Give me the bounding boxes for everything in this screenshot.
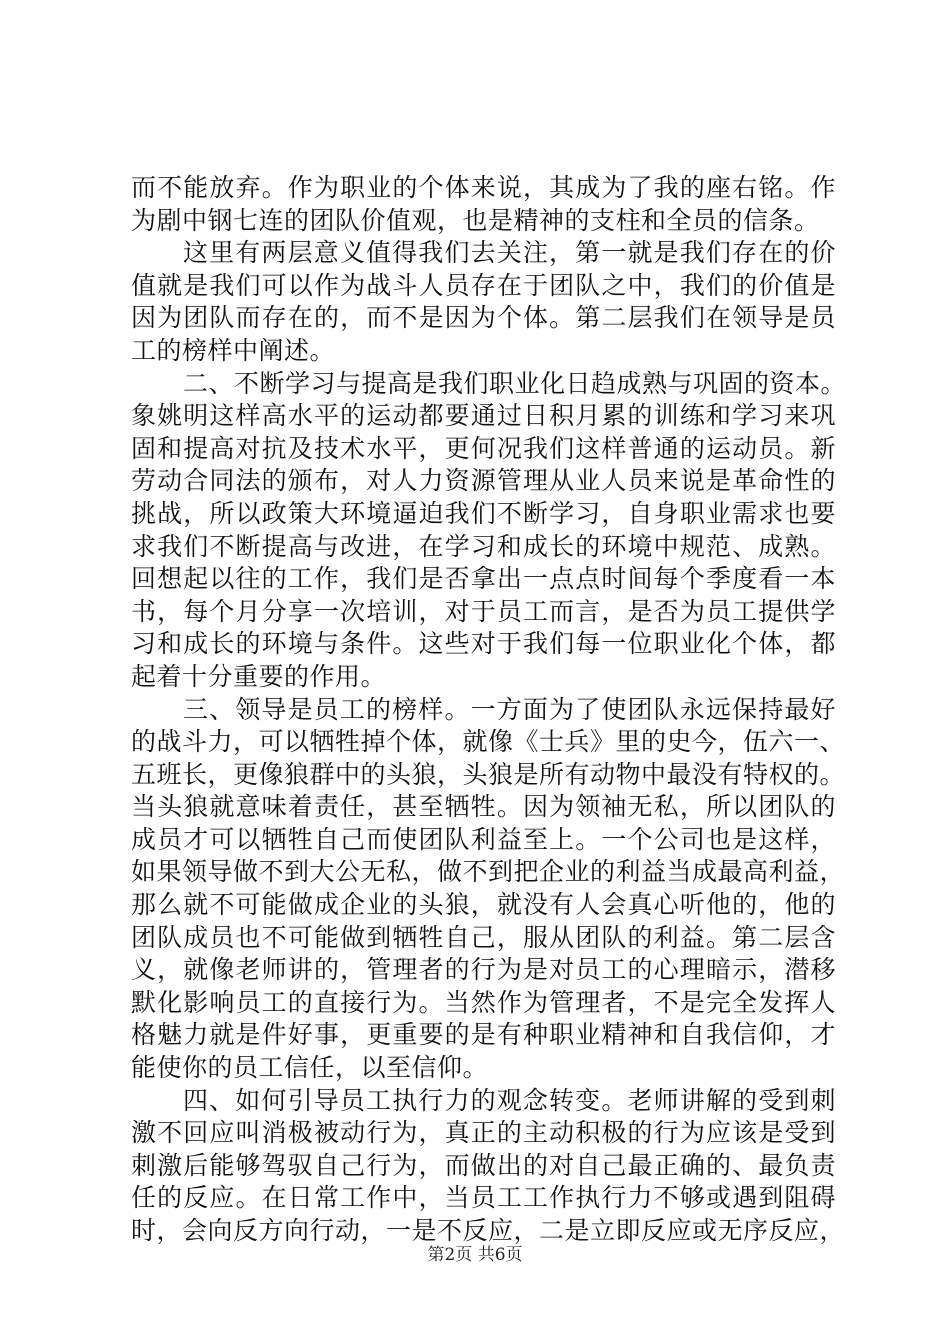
text-line: 的战斗力，可以牺牲掉个体，就像《士兵》里的史今，伍六一、 — [131, 727, 846, 757]
text-line: 那么就不可能做成企业的头狼，就没有人会真心听他的，他的 — [131, 890, 836, 920]
text-line: 劳动合同法的颁布，对人力资源管理从业人员来说是革命性的 — [131, 466, 836, 496]
text-line: 因为团队而存在的，而不是因为个体。第二层我们在领导是员 — [131, 303, 836, 333]
text-line: 值就是我们可以作为战斗人员存在于团队之中，我们的价值是 — [131, 270, 836, 300]
text-line: 求我们不断提高与改进，在学习和成长的环境中规范、成熟。 — [131, 531, 836, 561]
text-line: 团队成员也不可能做到牺牲自己，服从团队的利益。第二层含 — [131, 922, 836, 952]
document-body — [131, 172, 847, 1248]
text-line: 成员才可以牺牲自己而使团队利益至上。一个公司也是这样， — [131, 824, 836, 854]
text-line: 工的榜样中阐述。 — [131, 335, 336, 365]
text-line: 格魅力就是件好事，更重要的是有种职业精神和自我信仰，才 — [131, 1020, 836, 1050]
text-line: 习和成长的环境与条件。这些对于我们每一位职业化个体，都 — [131, 629, 836, 659]
text-line: 任的反应。在日常工作中，当员工工作执行力不够或遇到阻碍 — [131, 1183, 836, 1213]
text-line: 刺激后能够驾驭自己行为，而做出的对自己最正确的、最负责 — [131, 1150, 836, 1180]
text-line: 挑战，所以政策大环境逼迫我们不断学习，自身职业需求也要 — [131, 498, 836, 528]
text-line: 如果领导做不到大公无私，做不到把企业的利益当成最高利益， — [131, 857, 846, 887]
text-line: 时，会向反方向行动，一是不反应，二是立即反应或无序反应， — [131, 1216, 846, 1245]
text-line: 激不回应叫消极被动行为，真正的主动积极的行为应该是受到 — [131, 1118, 836, 1148]
page-footer: 第2页 共6页 — [427, 1245, 523, 1265]
text-line: 四、如何引导员工执行力的观念转变。老师讲解的受到刺 — [183, 1085, 836, 1115]
text-line: 书，每个月分享一次培训，对于员工而言，是否为员工提供学 — [131, 596, 836, 626]
text-line: 回想起以往的工作，我们是否拿出一点点时间每个季度看一本 — [131, 564, 836, 594]
text-line: 当头狼就意味着责任，甚至牺牲。因为领袖无私，所以团队的 — [131, 792, 836, 822]
text-line: 为剧中钢七连的团队价值观，也是精神的支柱和全员的信条。 — [131, 205, 820, 235]
text-line: 三、领导是员工的榜样。一方面为了使团队永远保持最好 — [183, 694, 836, 724]
text-line: 五班长，更像狼群中的头狼，头狼是所有动物中最没有特权的。 — [131, 759, 846, 789]
text-line: 起着十分重要的作用。 — [131, 661, 387, 691]
text-line: 默化影响员工的直接行为。当然作为管理者，不是完全发挥人 — [131, 987, 836, 1017]
text-line: 义，就像老师讲的，管理者的行为是对员工的心理暗示，潜移 — [131, 955, 836, 985]
text-line: 这里有两层意义值得我们去关注，第一就是我们存在的价 — [183, 238, 836, 268]
text-line: 二、不断学习与提高是我们职业化日趋成熟与巩固的资本。 — [183, 368, 847, 398]
text-line: 象姚明这样高水平的运动都要通过日积月累的训练和学习来巩 — [131, 401, 836, 431]
text-line: 而不能放弃。作为职业的个体来说，其成为了我的座右铭。作 — [131, 173, 836, 202]
text-line: 能使你的员工信任，以至信仰。 — [131, 1053, 489, 1083]
text-line: 固和提高对抗及技术水平，更何况我们这样普通的运动员。新 — [131, 433, 836, 463]
